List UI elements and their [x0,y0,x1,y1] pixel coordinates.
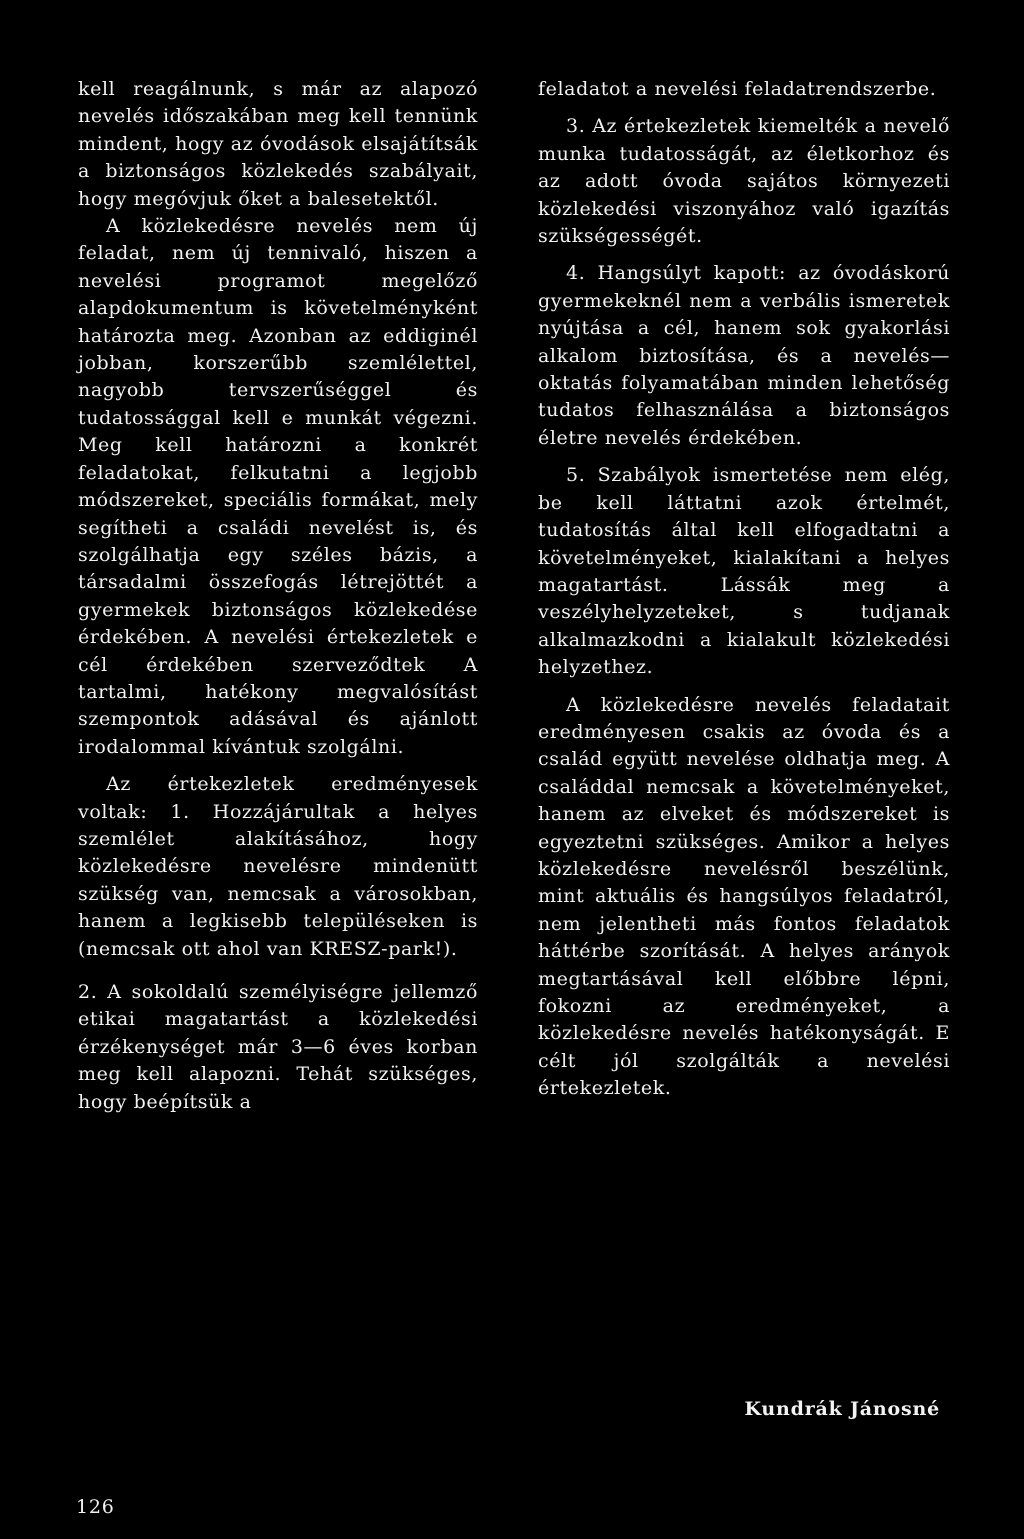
right-paragraph-1: feladatot a nevelési feladatrendszerbe. [538,78,937,100]
page-number: 126 [76,1496,115,1518]
right-paragraph-3: 4. Hangsúlyt kapott: az óvodáskorú gyermekeknél nem a verbális ismeretek nyújtása a cél, hanem sok gyakorlási alkalom biztosítása, és a nevelés—oktatás folyamatában minden lehetőség tudatos felhasználása a biztonságos életre nevelés érdekében. [538,262,950,449]
right-text-column [538,76,950,1103]
left-paragraph-4: 2. A sokoldalú személyiségre jellemző etikai magatartást a közlekedési érzékenységet már 3—6 éves korban meg kell alapozni. Tehát szükséges, hogy beépítsük a [78,981,478,1113]
right-paragraph-2: 3. Az értekezletek kiemelték a nevelő munka tudatosságát, az életkorhoz és az adott óvoda sajátos környezeti közlekedési viszonyához való igazítás szükségességét. [538,115,950,248]
left-text-column [78,76,478,1116]
right-paragraph-5: A közlekedésre nevelés feladatait eredményesen csakis az óvoda és a család együtt nevelése oldhatja meg. A családdal nemcsak a követelményeket, hanem az elveket és módszereket is egyeztetni szükséges. Amikor a helyes közlekedésre nevelésről beszélünk, mint aktuális és hangsúlyos feladatról, nem jelentheti más fontos feladatok háttérbe szorítását. A helyes arányok megtartásával kell előbbre lépni, fokozni az eredményeket, a közlekedésre nevelés hatékonyságát. E célt jól szolgálták a nevelési értekezletek. [538,693,950,1100]
right-paragraph-4: 5. Szabályok ismertetése nem elég, be kell láttatni azok értelmét, tudatosítás által kell elfogadtatni a követelményeket, kialakítani a helyes magatartást. Lássák meg a veszélyhelyzeteket, s tudjanak alkalmazkodni a kialakult közlekedési helyzethez. [538,464,950,679]
author-signature: Kundrák Jánosné [744,1398,940,1420]
left-paragraph-2: A közlekedésre nevelés nem új feladat, nem új tennivaló, hiszen a nevelési programot megelőző alapdokumentum is követelményként határozta meg. Azonban az eddiginél jobban, korszerűbb szemlélettel, nagyobb tervszerűséggel és tudatossággal kell e munkát végezni. Meg kell határozni a konkrét feladatokat, felkutatni a legjobb módszereket, speciális formákat, mely segítheti a családi nevelést is, és szolgálhatja egy széles bázis, a társadalmi összefogás létrejöttét a gyermekek biztonságos közlekedése érdekében. A nevelési értekezletek e cél érdekében szerveződtek A tartalmi, hatékony megvalósítást szempontok adásával és ajánlott irodalommal kívántuk szolgálni. [78,215,478,758]
left-paragraph-1: kell reagálnunk, s már az alapozó nevelés időszakában meg kell tennünk mindent, hogy az óvodások elsajátítsák a biztonságos közlekedés szabályait, hogy megóvjuk őket a balesetektől. [78,78,478,210]
left-paragraph-3: Az értekezletek eredményesek voltak: 1. Hozzájárultak a helyes szemlélet alakításához, hogy közlekedésre nevelésre mindenütt szükség van, nemcsak a városokban, hanem a legkisebb településeken is (nemcsak ott ahol van KRESZ-park!). [78,773,478,960]
